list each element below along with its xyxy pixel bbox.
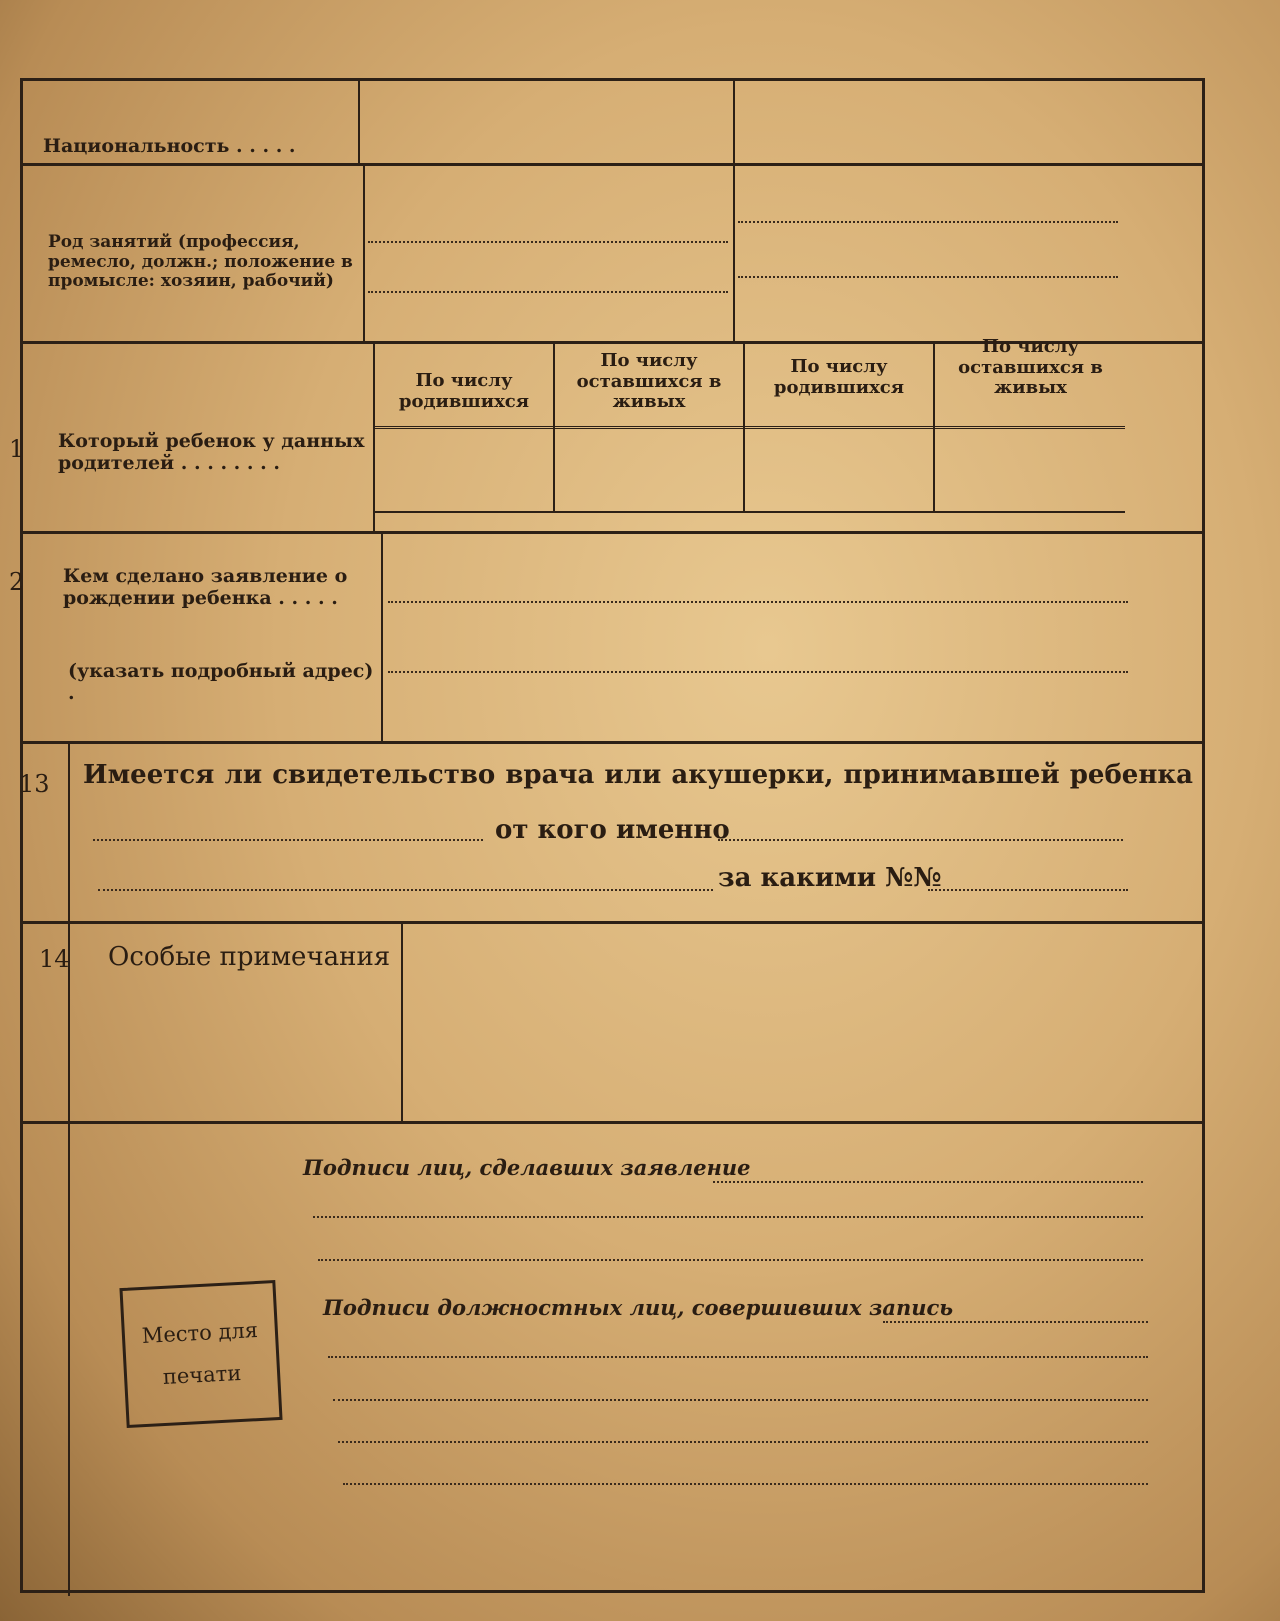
fill-line bbox=[388, 671, 1128, 673]
officials-signature-label: Подписи должностных лиц, совершивших запись bbox=[323, 1295, 954, 1320]
col-header-alive-1: По числу оставшихся в живых bbox=[576, 350, 722, 413]
row-number: 13 bbox=[19, 770, 50, 798]
certificate-question: Имеется ли свидетельство врача или акушерки, принимавшей ребенка bbox=[83, 760, 1193, 790]
fill-line bbox=[928, 889, 1128, 891]
margin-rule bbox=[68, 741, 70, 1596]
col-header-born-1: По числу родившихся bbox=[398, 370, 530, 412]
signature-line bbox=[313, 1216, 1143, 1218]
signature-line bbox=[713, 1181, 1143, 1183]
column-divider bbox=[733, 81, 735, 341]
fill-line bbox=[368, 291, 728, 293]
child-order-label: Который ребенок у данных родителей . . . . . . . . bbox=[58, 430, 365, 474]
signature-line bbox=[883, 1321, 1148, 1323]
fill-line bbox=[738, 276, 1118, 278]
row-divider bbox=[23, 1121, 1202, 1124]
column-divider bbox=[401, 921, 403, 1121]
declarant-label: Кем сделано заявление о рождении ребенка . . . . . bbox=[63, 565, 348, 609]
fill-line bbox=[98, 889, 713, 891]
seal-placeholder-box bbox=[119, 1280, 282, 1428]
declarants-signature-label: Подписи лиц, сделавших заявление bbox=[303, 1155, 751, 1180]
birth-record-form bbox=[9, 78, 1205, 1593]
seal-label-line2: печати bbox=[162, 1360, 242, 1390]
row-divider bbox=[23, 163, 1202, 166]
address-note: (указать подробный адрес) . bbox=[68, 660, 374, 704]
row-number: 1 bbox=[9, 435, 25, 463]
fill-line bbox=[388, 601, 1128, 603]
header-underline bbox=[375, 426, 1125, 429]
signature-line bbox=[338, 1441, 1148, 1443]
numbers-label: за какими №№ bbox=[718, 863, 942, 893]
row-divider bbox=[23, 741, 1202, 744]
occupation-label: Род занятий (профессия, ремесло, должн.; положение в промысле: хозяин, рабочий) bbox=[48, 232, 353, 292]
col-header-born-2: По числу родившихся bbox=[773, 356, 905, 398]
column-divider bbox=[363, 163, 365, 341]
fill-line bbox=[93, 839, 483, 841]
signature-line bbox=[318, 1259, 1143, 1261]
fill-line bbox=[738, 221, 1118, 223]
row-number: 14 bbox=[39, 945, 70, 973]
row-divider bbox=[23, 531, 1202, 534]
fill-line bbox=[368, 241, 728, 243]
from-whom-label: от кого именно bbox=[495, 815, 730, 845]
column-divider bbox=[358, 81, 360, 163]
seal-label-line1: Место для bbox=[141, 1318, 259, 1349]
signature-line bbox=[333, 1399, 1148, 1401]
col-header-alive-2: По числу оставшихся в живых bbox=[958, 336, 1103, 399]
column-divider bbox=[381, 531, 383, 741]
column-divider bbox=[373, 341, 375, 531]
row-divider bbox=[23, 921, 1202, 924]
cell-bottom bbox=[375, 511, 1125, 513]
fill-line bbox=[718, 839, 1123, 841]
signature-line bbox=[343, 1483, 1148, 1485]
remarks-label: Особые примечания bbox=[108, 942, 391, 972]
row-number: 2 bbox=[9, 568, 25, 596]
nationality-label: Национальность . . . . . bbox=[43, 135, 296, 157]
signature-line bbox=[328, 1356, 1148, 1358]
